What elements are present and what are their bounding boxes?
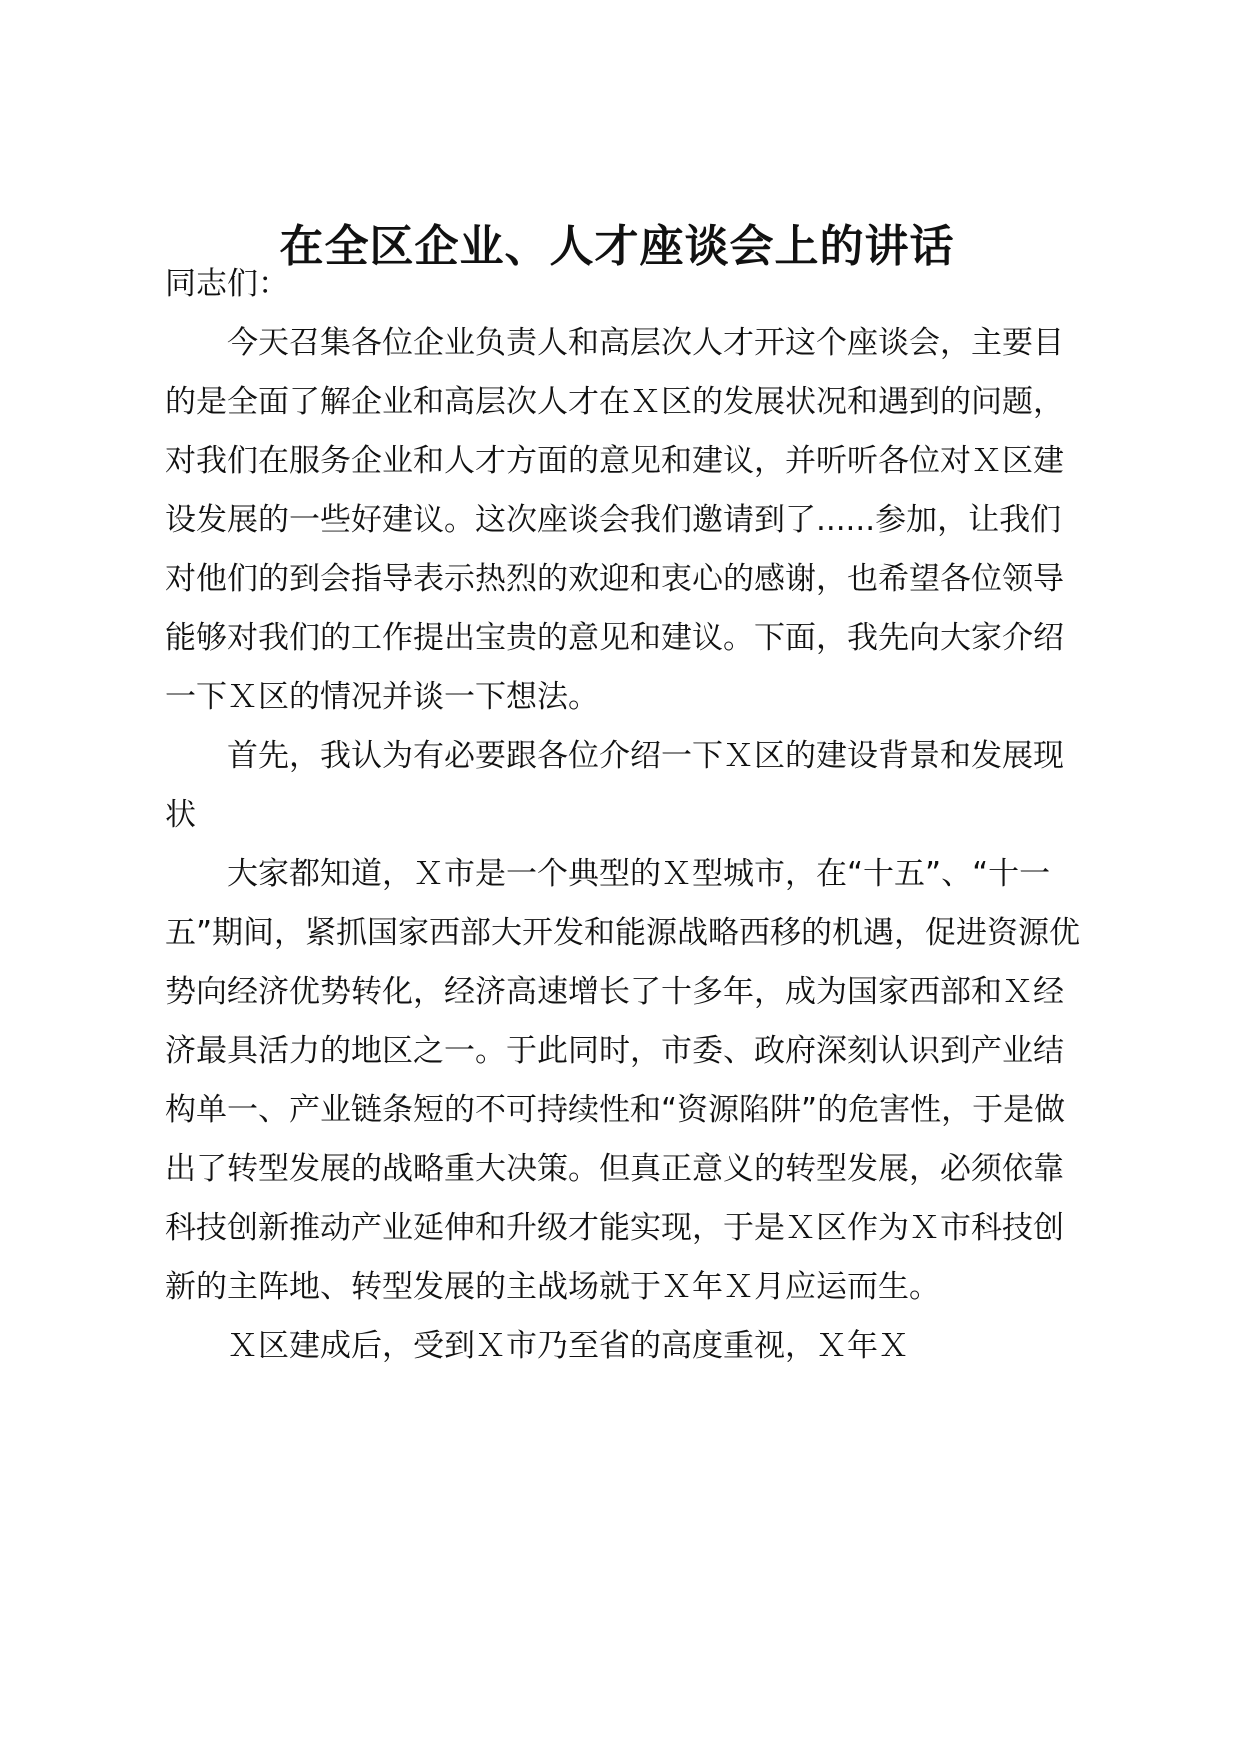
paragraph-development: Ｘ区建成后，受到Ｘ市乃至省的高度重视，Ｘ年Ｘ — [227, 1328, 909, 1364]
salutation: 同志们： — [165, 266, 289, 302]
paragraph-introduction: 今天召集各位企业负责人和高层次人才开这个座谈会，主要目的是全面了解企业和高层次人才在Ｘ区的发展状况和遇到的问题，对我们在服务企业和人才方面的意见和建议，并听听各位对Ｘ区建设发展的一些好建议。这次座谈会我们邀请到了......参加，让我们对他们的到会指导表示热烈的欢迎和衷心的感谢，也希望各位领导能够对我们的工作提出宝贵的意见和建议。下面，我先向大家介绍一下Ｘ区的情况并谈一下想法。 — [165, 325, 1064, 715]
paragraph-first-point: 首先，我认为有必要跟各位介绍一下Ｘ区的建设背景和发展现状 — [165, 738, 1064, 833]
paragraph-background: 大家都知道，Ｘ市是一个典型的Ｘ型城市，在“十五”、“十一五”期间，紧抓国家西部大开发和能源战略西移的机遇，促进资源优势向经济优势转化，经济高速增长了十多年，成为国家西部和Ｘ经济最具活力的地区之一。于此同时，市委、政府深刻认识到产业结构单一、产业链条短的不可持续性和“资源陷阱”的危害性，于是做出了转型发展的战略重大决策。但真正意义的转型发展，必须依靠科技创新推动产业延伸和升级才能实现，于是Ｘ区作为Ｘ市科技创新的主阵地、转型发展的主战场就于Ｘ年Ｘ月应运而生。 — [165, 856, 1081, 1305]
document-body — [165, 255, 1085, 1376]
document-title: 在全区企业、人才座谈会上的讲话 — [279, 221, 955, 272]
